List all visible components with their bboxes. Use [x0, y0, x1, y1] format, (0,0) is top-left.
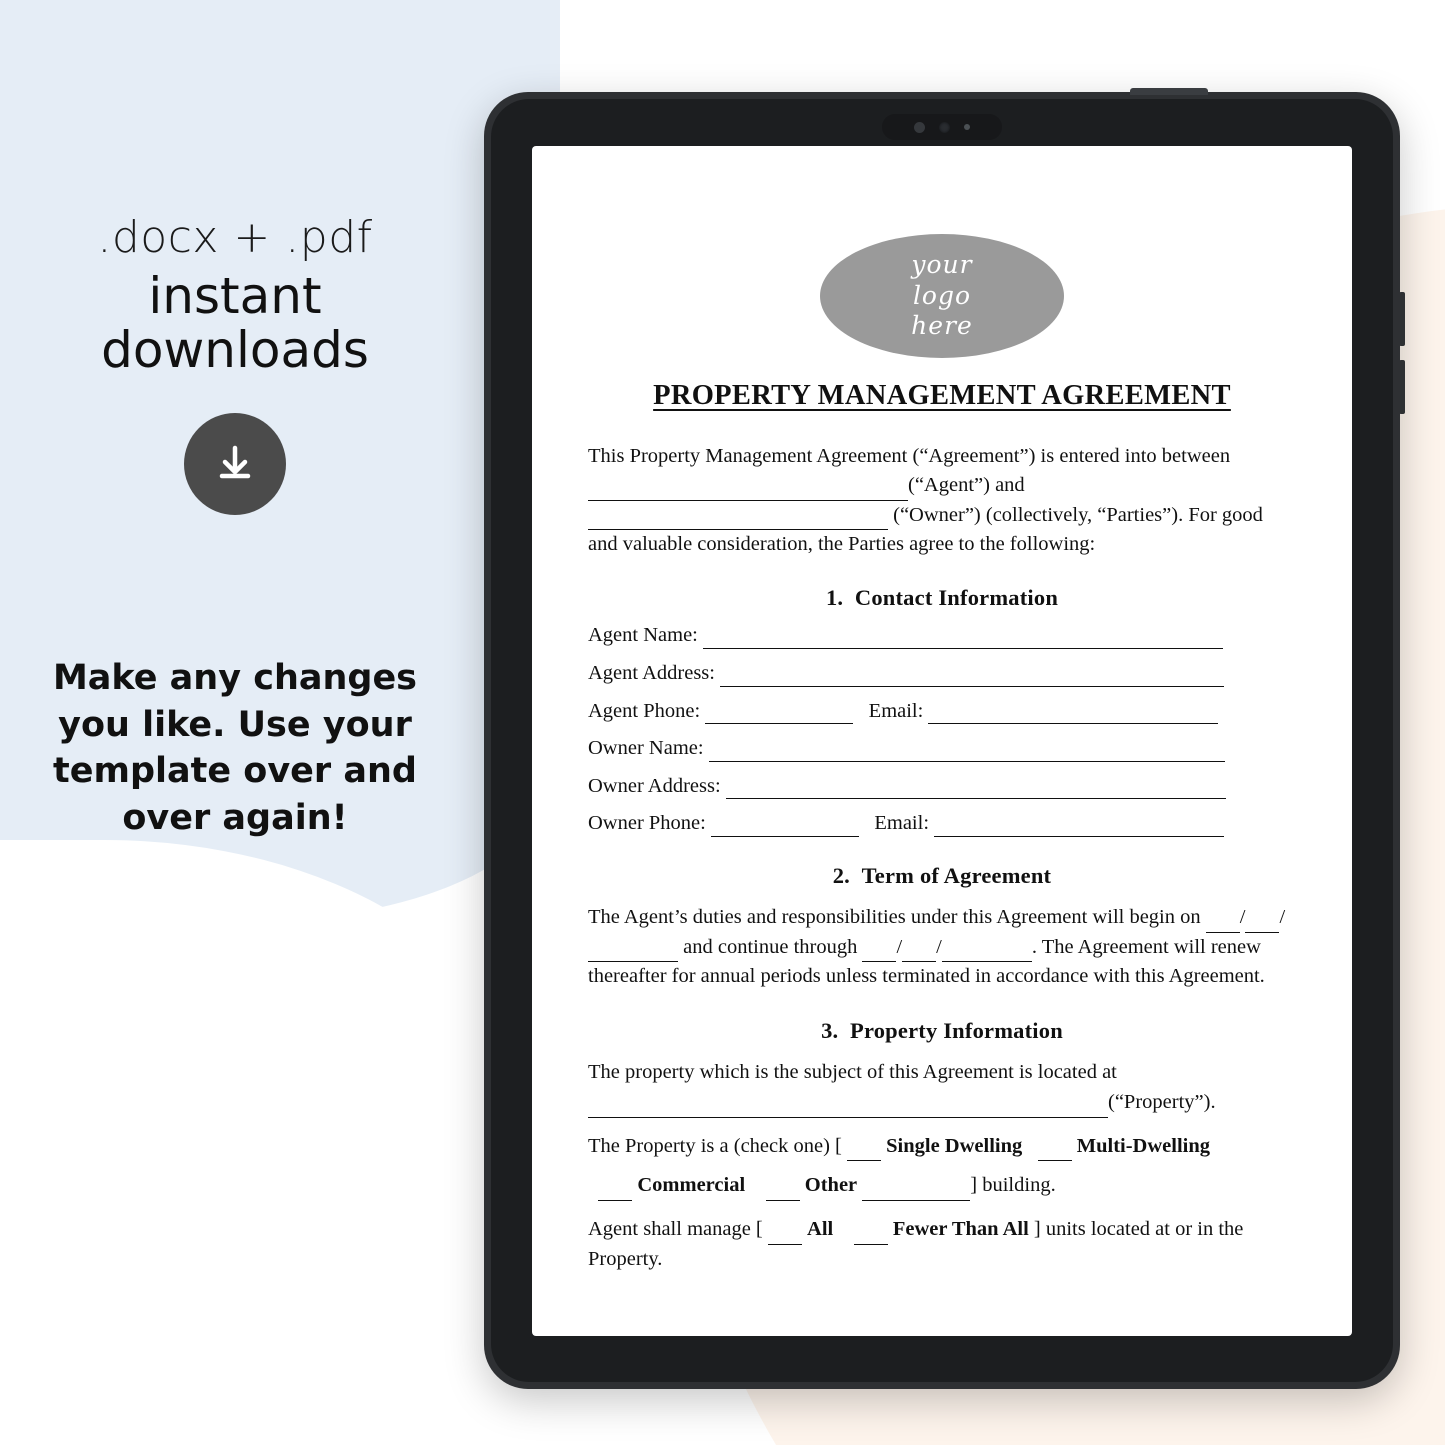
property-type-end: ] building.: [970, 1174, 1056, 1197]
term-part-1: The Agent’s duties and responsibilities under this Agreement will begin on: [588, 906, 1201, 928]
logo-line-1: your: [911, 250, 973, 280]
section-2-body: The Agent’s duties and responsibilities under this Agreement will begin on / / and continue through / / . The Agreement will renew thereafter for annual periods unless terminated in accordance with this Agreement.: [588, 906, 1286, 988]
instant-line-1: instant: [148, 267, 322, 325]
term-end-day[interactable]: [902, 942, 936, 962]
field-agent-address-label: Agent Address:: [588, 661, 715, 684]
term-start-month[interactable]: [1206, 912, 1240, 932]
term-end-year[interactable]: [942, 942, 1032, 962]
checkbox-commercial[interactable]: [598, 1181, 632, 1201]
field-agent-name-input[interactable]: [703, 626, 1223, 649]
label-all-units: All: [807, 1218, 834, 1241]
intro-blank-owner: [588, 507, 888, 530]
document-page: [532, 146, 1352, 1336]
term-part-3: . The Agreement will renew thereafter for annual periods unless terminated in accordance with this Agreement.: [588, 935, 1265, 988]
property-type-paragraph-2: [588, 1171, 1296, 1201]
left-promo-panel: [0, 0, 470, 841]
logo-placeholder: [820, 234, 1064, 358]
field-agent-email-label: Email:: [868, 699, 924, 722]
label-multi-dwelling: Multi-Dwelling: [1076, 1134, 1210, 1157]
property-location-text: The property which is the subject of this Agreement is located at: [588, 1061, 1117, 1084]
section-3-title: Property Information: [850, 1018, 1063, 1044]
field-agent-phone: [588, 699, 1296, 725]
field-owner-email-label: Email:: [874, 812, 930, 835]
instant-line-2: downloads: [101, 321, 369, 379]
tablet-mockup: [484, 92, 1400, 1389]
field-agent-phone-label: Agent Phone:: [588, 699, 701, 722]
section-2-title: Term of Agreement: [861, 863, 1052, 888]
term-end-month[interactable]: [862, 942, 896, 962]
instant-downloads-text: [0, 269, 470, 377]
intro-paragraph: [588, 442, 1296, 559]
download-icon: [184, 413, 286, 515]
field-agent-address: [588, 661, 1296, 687]
logo-wrapper: [588, 234, 1296, 358]
field-agent-email-input[interactable]: [928, 702, 1218, 725]
field-owner-address-input[interactable]: [726, 777, 1226, 800]
property-suffix-text: (“Property”).: [1108, 1090, 1216, 1113]
field-agent-address-input[interactable]: [720, 664, 1224, 687]
document-title: PROPERTY MANAGEMENT AGREEMENT: [653, 380, 1231, 411]
logo-line-2: logo: [912, 280, 972, 310]
section-3-heading: [588, 1018, 1296, 1044]
term-start-year[interactable]: [588, 942, 678, 962]
front-camera: [882, 114, 1002, 140]
label-commercial: Commercial: [637, 1174, 746, 1197]
checkbox-all-units[interactable]: [768, 1224, 802, 1244]
label-other: Other: [804, 1174, 858, 1197]
field-owner-phone-label: Owner Phone:: [588, 812, 706, 835]
property-type-intro: The Property is a (check one) [: [588, 1134, 842, 1157]
intro-part-3: (“Owner”) (collectively, “Parties”). For good and valuable consideration, the Parties agree to the following:: [588, 503, 1263, 555]
section-1-number: 1.: [825, 585, 844, 611]
field-owner-name: [588, 736, 1296, 762]
section-2-heading: [588, 863, 1296, 889]
field-agent-name: [588, 623, 1296, 649]
property-type-paragraph: [588, 1132, 1296, 1162]
tablet-screen: [532, 146, 1352, 1336]
field-agent-phone-input[interactable]: [705, 702, 853, 725]
logo-line-3: here: [911, 311, 973, 341]
field-owner-phone: [588, 811, 1296, 837]
download-icon-wrapper: [0, 413, 470, 515]
checkbox-multi-dwelling[interactable]: [1038, 1141, 1072, 1161]
field-owner-address-label: Owner Address:: [588, 774, 721, 797]
camera-indicator-dot: [964, 124, 970, 130]
section-2-number: 2.: [832, 863, 850, 888]
camera-sensor-dot: [914, 122, 925, 133]
property-address-input[interactable]: [588, 1095, 1108, 1118]
make-changes-text: Make any changes you like. Use your template over and over again!: [52, 658, 418, 838]
checkbox-fewer-than-all[interactable]: [854, 1224, 888, 1244]
field-owner-email-input[interactable]: [934, 814, 1224, 837]
property-location-paragraph: [588, 1058, 1296, 1117]
term-part-2: and continue through: [683, 935, 858, 958]
field-agent-name-label: Agent Name:: [588, 624, 698, 647]
section-1-title: Contact Information: [854, 585, 1059, 611]
checkbox-other[interactable]: [766, 1181, 800, 1201]
filetypes-text: .docx + .pdf: [97, 212, 373, 263]
label-fewer-than-all: Fewer Than All: [892, 1218, 1029, 1241]
label-single-dwelling: Single Dwelling: [886, 1134, 1023, 1157]
term-start-day[interactable]: [1245, 912, 1279, 932]
section-3-number: 3.: [821, 1018, 839, 1044]
tablet-volume-up-button: [1399, 292, 1405, 346]
intro-part-1: This Property Management Agreement (“Agreement”) is entered into between: [588, 445, 1231, 467]
field-owner-address: [588, 774, 1296, 800]
camera-lens: [939, 122, 950, 133]
section-1-heading: [588, 585, 1296, 611]
manage-end-text: ] units located at or in the Property.: [588, 1218, 1244, 1270]
checkbox-single-dwelling[interactable]: [847, 1141, 881, 1161]
intro-part-2: (“Agent”) and: [908, 474, 1025, 497]
intro-blank-agent: [588, 478, 908, 501]
field-owner-name-label: Owner Name:: [588, 737, 704, 760]
field-owner-name-input[interactable]: [709, 739, 1225, 762]
field-owner-phone-input[interactable]: [711, 814, 859, 837]
manage-scope-paragraph: [588, 1215, 1296, 1274]
manage-intro-text: Agent shall manage [: [588, 1218, 763, 1241]
tablet-top-button: [1130, 88, 1208, 95]
tablet-volume-down-button: [1399, 360, 1405, 414]
other-type-input[interactable]: [862, 1181, 970, 1201]
